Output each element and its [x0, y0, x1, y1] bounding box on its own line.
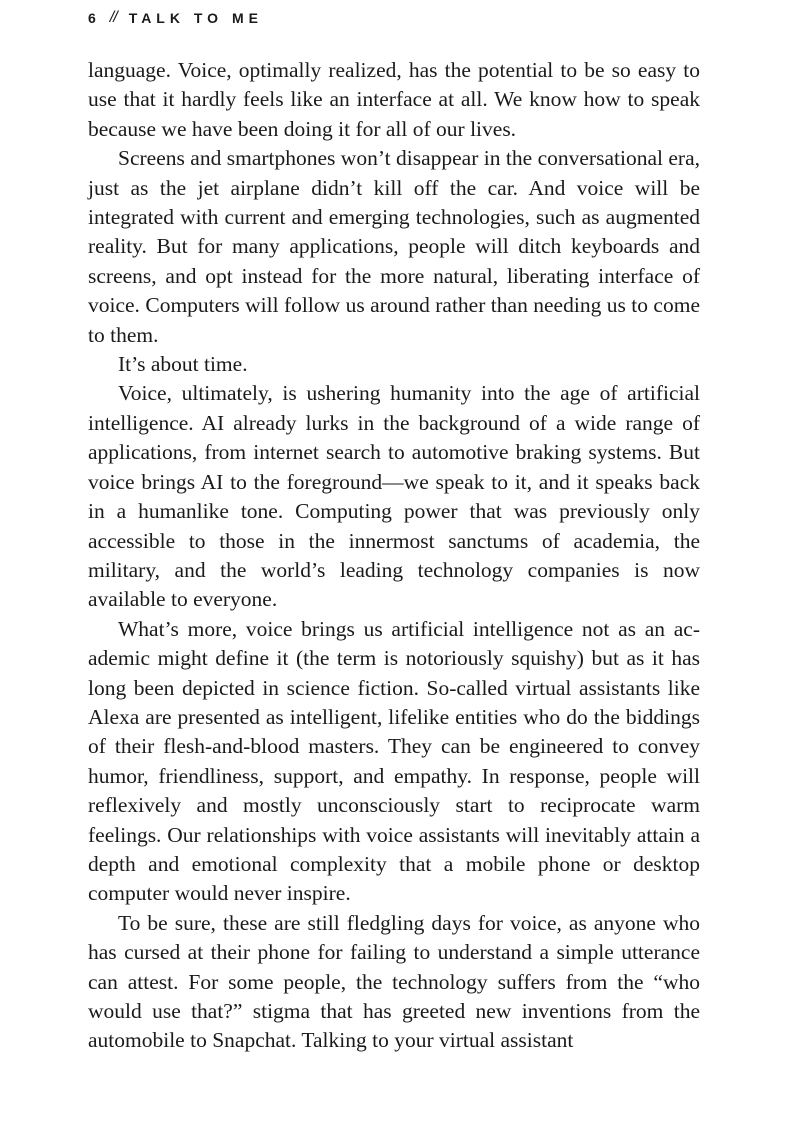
page-number: 6	[88, 10, 96, 26]
running-title: TALK TO ME	[128, 10, 263, 26]
paragraph: What’s more, voice brings us artificial intelligence not as an academic might define it (the term is notoriously squishy) but as it has long been depicted in science fiction. So-called virtual assistants like Alexa are presented as intelligent, lifelike entities who do the biddings of their flesh-and-blood masters. They can be engineered to convey humor, friendliness, support, and empathy. In response, people will reflexively and mostly unconsciously start to reciprocate warm feelings. Our relationships with voice assistants will inevitably attain a depth and emotional complexity that a mobile phone or desktop computer would never inspire.	[88, 616, 700, 906]
running-head	[88, 6, 263, 30]
header-separator: //	[109, 9, 117, 26]
paragraph-continued: language. Voice, optimally realized, has the potential to be so easy to use that it hardly feels like an interface at all. We know how to speak because we have been doing it for all of our lives.	[88, 58, 700, 141]
paragraph: Voice, ultimately, is ushering humanity into the age of artificial intelligence. AI already lurks in the background of a wide range of applications, from internet search to automotive braking systems. But voice brings AI to the foreground—we speak to it, and it speaks back in a humanlike tone. Computing power that was previously only accessible to those in the innermost sanctums of academia, the military, and the world’s leading technology companies is now available to everyone.	[88, 381, 700, 612]
paragraph: To be sure, these are still fledgling days for voice, as anyone who has cursed at their phone for failing to understand a simple utterance can attest. For some people, the technology suffers from the “who would use that?” stigma that has greeted new inventions from the automobile to Snapchat. Talking to your virtual assistant	[88, 910, 700, 1053]
body-text	[88, 56, 700, 1056]
paragraph: It’s about time.	[118, 352, 248, 377]
paragraph: Screens and smartphones won’t disappear in the conversational era, just as the jet airplane didn’t kill off the car. And voice will be integrated with current and emerging technologies, such as augmented reality. But for many applications, people will ditch keyboards and screens, and opt instead for the more natural, liberating interface of voice. Computers will follow us around rather than needing us to come to them.	[88, 146, 700, 347]
